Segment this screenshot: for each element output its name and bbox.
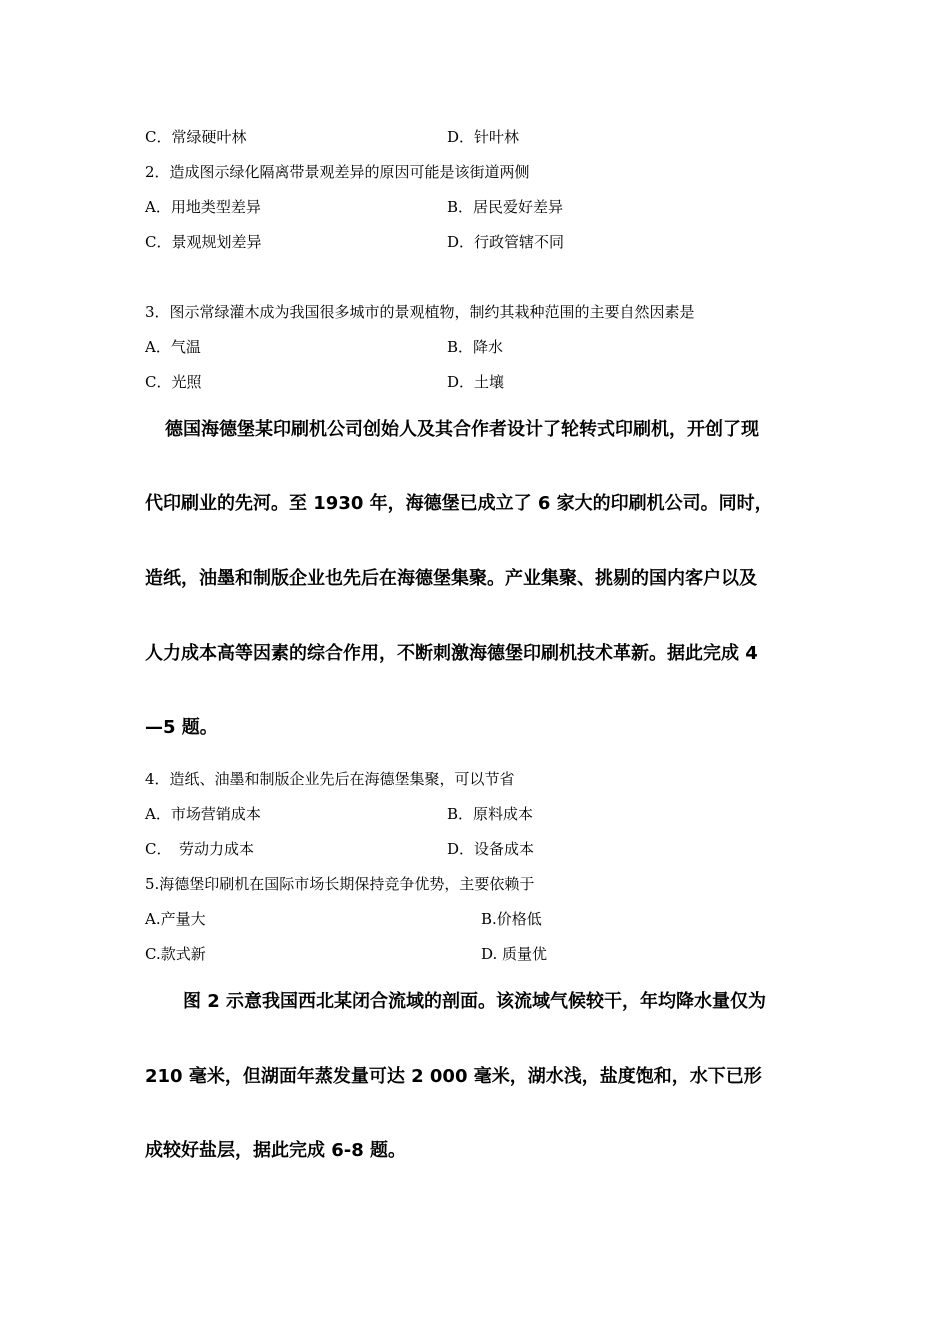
q2-option-a: A．用地类型差异	[145, 198, 261, 216]
q3-option-a: A．气温	[145, 338, 201, 356]
q3-option-d: D．土壤	[447, 373, 505, 391]
passage1-line: 德国海德堡某印刷机公司创始人及其合作者设计了轮转式印刷机，开创了现	[165, 419, 759, 440]
passage1-line: 造纸，油墨和制版企业也先后在海德堡集聚。产业集聚、挑剔的国内客户以及	[145, 568, 757, 589]
q5-option-b: B.价格低	[481, 910, 542, 928]
passage1-line: 人力成本高等因素的综合作用，不断刺激海德堡印刷机技术革新。据此完成 4	[145, 643, 758, 664]
q2-stem: 2．造成图示绿化隔离带景观差异的原因可能是该街道两侧	[145, 163, 530, 181]
q4-option-b: B．原料成本	[447, 805, 534, 823]
q1-option-c: C．常绿硬叶林	[145, 128, 247, 146]
q3-stem: 3．图示常绿灌木成为我国很多城市的景观植物，制约其栽种范围的主要自然因素是	[145, 303, 695, 321]
q4-option-a: A．市场营销成本	[145, 805, 261, 823]
q4-stem: 4．造纸、油墨和制版企业先后在海德堡集聚，可以节省	[145, 770, 515, 788]
q2-option-d: D．行政管辖不同	[447, 233, 565, 251]
q5-option-c: C.款式新	[145, 945, 206, 963]
q2-option-b: B．居民爱好差异	[447, 198, 564, 216]
passage2-line: 图 2 示意我国西北某闭合流域的剖面。该流域气候较干，年均降水量仅为	[183, 991, 767, 1012]
passage1-line: —5 题。	[145, 717, 218, 738]
q3-option-b: B．降水	[447, 338, 504, 356]
q1-option-d: D．针叶林	[447, 128, 520, 146]
passage2-line: 210 毫米，但湖面年蒸发量可达 2 000 毫米，湖水浅，盐度饱和，水下已形	[145, 1066, 762, 1087]
q3-option-c: C．光照	[145, 373, 202, 391]
q4-option-d: D．设备成本	[447, 840, 535, 858]
q2-option-c: C．景观规划差异	[145, 233, 262, 251]
passage2-line: 成较好盐层，据此完成 6-8 题。	[145, 1140, 407, 1161]
q5-stem: 5.海德堡印刷机在国际市场长期保持竞争优势，主要依赖于	[145, 875, 535, 893]
q5-option-d: D. 质量优	[481, 945, 548, 963]
passage1-line: 代印刷业的先河。至 1930 年，海德堡已成立了 6 家大的印刷机公司。同时，	[145, 493, 773, 514]
q5-option-a: A.产量大	[145, 910, 206, 928]
q4-option-c: C． 劳动力成本	[145, 840, 254, 858]
